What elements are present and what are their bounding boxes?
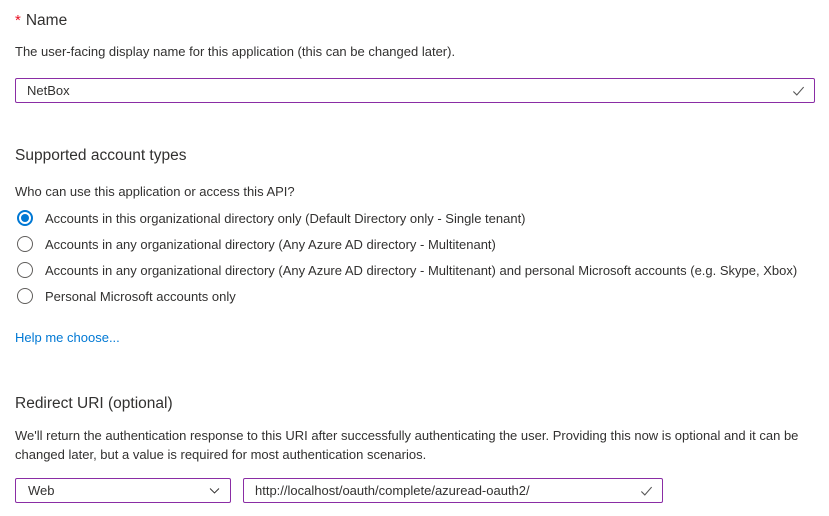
name-label: Name bbox=[25, 12, 68, 29]
radio-icon bbox=[17, 210, 33, 226]
uri-valid-checkmark-icon bbox=[639, 483, 654, 498]
name-input[interactable] bbox=[15, 78, 815, 103]
radio-option-label: Accounts in any organizational directory (Any Azure AD directory - Multitenant) and personal Microsoft accounts (e.g. Skype, Xbox) bbox=[45, 262, 798, 278]
account-types-section bbox=[15, 146, 815, 347]
radio-option-label: Accounts in any organizational directory (Any Azure AD directory - Multitenant) bbox=[45, 236, 496, 252]
name-description: The user-facing display name for this application (this can be changed later). bbox=[15, 44, 456, 59]
redirect-uri-title: Redirect URI (optional) bbox=[15, 395, 173, 412]
name-field-wrap bbox=[15, 78, 815, 103]
radio-option-multitenant[interactable] bbox=[15, 231, 815, 257]
account-types-question: Who can use this application or access this API? bbox=[15, 184, 295, 199]
redirect-uri-section bbox=[15, 394, 815, 503]
radio-option-personal-only[interactable] bbox=[15, 283, 815, 309]
platform-select-value: Web bbox=[28, 483, 55, 498]
radio-option-multitenant-personal[interactable] bbox=[15, 257, 815, 283]
name-valid-checkmark-icon bbox=[791, 83, 806, 98]
name-section-title bbox=[15, 11, 815, 31]
radio-icon bbox=[17, 262, 33, 278]
redirect-uri-input[interactable] bbox=[243, 478, 663, 503]
redirect-uri-description: We'll return the authentication response to this URI after successfully authenticating the user. Providing this now is optional and it can be changed later, but a value is required for most authentication scenarios. bbox=[15, 428, 799, 462]
radio-option-single-tenant[interactable] bbox=[15, 205, 815, 231]
redirect-uri-row bbox=[15, 478, 815, 503]
platform-select[interactable] bbox=[15, 478, 231, 503]
radio-icon bbox=[17, 236, 33, 252]
radio-option-label: Personal Microsoft accounts only bbox=[45, 288, 236, 304]
chevron-down-icon bbox=[208, 484, 221, 497]
required-asterisk: * bbox=[15, 12, 21, 29]
account-types-radio-group bbox=[15, 205, 815, 309]
uri-field-wrap bbox=[243, 478, 663, 503]
account-types-title: Supported account types bbox=[15, 147, 187, 164]
radio-icon bbox=[17, 288, 33, 304]
help-me-choose-link[interactable]: Help me choose... bbox=[15, 330, 120, 345]
radio-option-label: Accounts in this organizational directory only (Default Directory only - Single tenant) bbox=[45, 210, 526, 226]
